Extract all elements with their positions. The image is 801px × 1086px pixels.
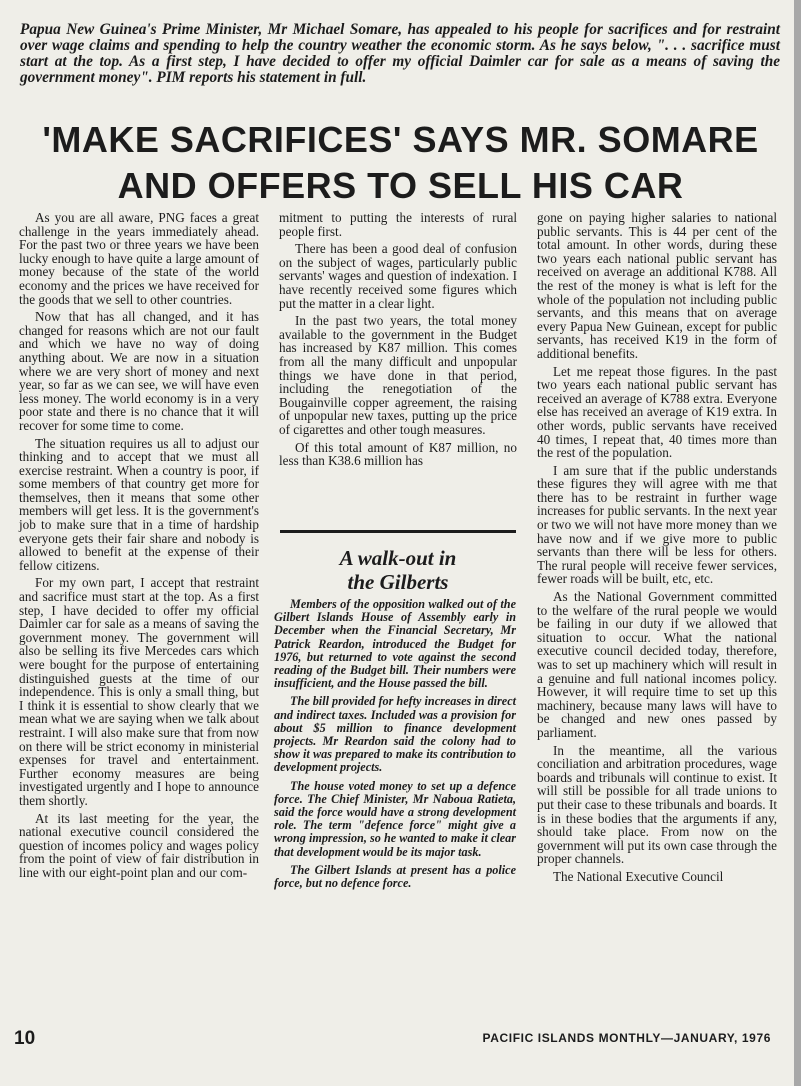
article-paragraph: I am sure that if the public understands these figures they will agree with me that there has to be restraint in further wage increases for public servants. In the next year or two we will not have more money than we have now and if we give more to public servants than there will be less for others. The rural people will receive fewer services, fewer roads will be built, etc, etc.: [537, 462, 777, 587]
article-paragraph: There has been a good deal of confusion on the subject of wages, particularly public servants' wages and question of indexation. I have recently received some figures which put the matter in a clear light.: [279, 241, 517, 311]
sidebar-title: [280, 546, 516, 594]
sidebar-paragraph: The Gilbert Islands at present has a police force, but no defence force.: [274, 862, 516, 891]
page-edge: [794, 0, 801, 1086]
article-paragraph: The situation requires us all to adjust our thinking and to accept that we must all exercise restraint. When a country is poor, if some members of that country get more for themselves, then it means that some other members will get less. It is the government's job to make sure that in a time of hardship everyone gets their fair share and nobody is allowed to benefit at the expense of their fellow citizens.: [19, 435, 259, 573]
article-column-1: [19, 211, 259, 884]
page-number: 10: [14, 1028, 36, 1049]
article-paragraph: gone on paying higher salaries to national public servants. This is 44 per cent of the total amount. In other words, during these two years each national public servant has received on average an additional K788. All the rest of the money is what is left for the whole of the population not including public servants, and this means that on average every Papua New Guinean, except for public servants, has received K19 in the form of additional benefits.: [537, 210, 777, 361]
article-paragraph: The National Executive Council: [553, 868, 724, 884]
article-paragraph: For my own part, I accept that restraint and sacrifice must start at the top. As a first step, I have decided to offer my official Daimler car for sale as a means of saving the government money. The government will also be selling its five Mercedes cars which were bought for the purpose of entertaining distinguished guests at the time of our independence. This is only a small thing, but I think it is essential to show clearly that we mean what we are saying when we talk about restraint. I will also make sure that from now on there will be strict economy in ministerial expenses for travel and entertainment. Further economy measures are being investigated urgently and I hope to announce them shortly.: [19, 575, 259, 808]
sidebar-paragraph: The house voted money to set up a defence force. The Chief Minister, Mr Naboua Ratieta, said the force would have a strong development role. The term "defence force" might give a wrong impression, so he wanted to make it clear that development would be its major task.: [274, 778, 516, 859]
article-column-2: [279, 211, 517, 472]
article-paragraph: In the meantime, all the various conciliation and arbitration procedures, wage boards and tribunals will continue to exist. It will still be possible for all trade unions to put their case to these tribunals and boards. It is in these bodies that the arguments if any, should take place. From now on the government will put its own case through the proper channels.: [537, 742, 777, 867]
intro-paragraph: Papua New Guinea's Prime Minister, Mr Michael Somare, has appealed to his people for sacrifices and for restraint over wage claims and spending to help the country weather the economic storm. As he says below, ". . . sacrifice must start at the top. As a first step, I have decided to offer my official Daimler car for sale as a means of saving the government money". PIM reports his statement in full.: [20, 21, 780, 86]
sidebar-paragraph: The bill provided for hefty increases in direct and indirect taxes. Included was a provision for about $5 million to finance development projects. Mr Reardon said the colony had to show it was prepared to make its contribution to development projects.: [274, 694, 516, 775]
article-paragraph: mitment to putting the interests of rural people first.: [279, 210, 517, 239]
article-paragraph: In the past two years, the total money available to the government in the Budget has increased by K87 million. This comes from all the many difficult and unpopular things we have done in that period, including the renegotiation of the Bougainville copper agreement, the raising of unpopular new taxes, putting up the price of cigarettes and other tough measures.: [279, 313, 517, 437]
sidebar-title-line-2: the Gilberts: [347, 570, 449, 594]
sidebar-divider: [280, 530, 516, 533]
headline-line-2: AND OFFERS TO SELL HIS CAR: [117, 165, 684, 206]
article-paragraph: As the National Government committed to the welfare of the rural people we would be failing in our duty if we allowed that situation to occur. What the national executive council decided today, therefore, was to set up machinery which will result in a genuine and full national incomes policy. However, it will require time to set up this machinery, because many laws will have to be changed and new ones passed by parliament.: [537, 589, 777, 740]
article-paragraph: Now that has all changed, and it has changed for reasons which are not our fault and which we have no way of doing anything about. We are now in a situation where we are very short of money and next year, so far as we can see, we will have even less money. The world economy is in a very poor state and there is no chance that it will recover for some time to come.: [19, 309, 259, 433]
article-column-3: [537, 211, 777, 888]
sidebar-title-line-1: A walk-out in: [339, 546, 457, 570]
headline-line-1: 'MAKE SACRIFICES' SAYS MR. SOMARE: [42, 119, 759, 160]
article-paragraph: Let me repeat those figures. In the past two years each national public servant has received an average of K788 extra. Everyone else has received an average of K19 extra. In other words, public servants have received 40 times, I repeat that, 40 times more than the rest of the population.: [537, 363, 777, 461]
publication-footer: PACIFIC ISLANDS MONTHLY—JANUARY, 1976: [482, 1031, 771, 1045]
headline: [0, 117, 801, 209]
article-paragraph: Of this total amount of K87 million, no less than K38.6 million has: [279, 439, 517, 469]
sidebar-paragraph: Members of the opposition walked out of the Gilbert Islands House of Assembly early in December when the Financial Secretary, Mr Patrick Reardon, introduced the Budget for 1976, but returned to vote against the second reading of the Budget bill. Their numbers were insufficient, and the House passed the bill.: [274, 597, 516, 691]
article-paragraph: At its last meeting for the year, the national executive council considered the question of incomes policy and wages policy from the point of view of fair distribution in line with our eight-point plan and our com-: [19, 810, 259, 880]
sidebar-body: [274, 598, 516, 895]
article-paragraph: As you are all aware, PNG faces a great challenge in the years immediately ahead. For the past two or three years we have been lucky enough to have quite a large amount of money because of the state of the world economy and the prices we have received for the goods that we sell to other countries.: [19, 210, 259, 307]
